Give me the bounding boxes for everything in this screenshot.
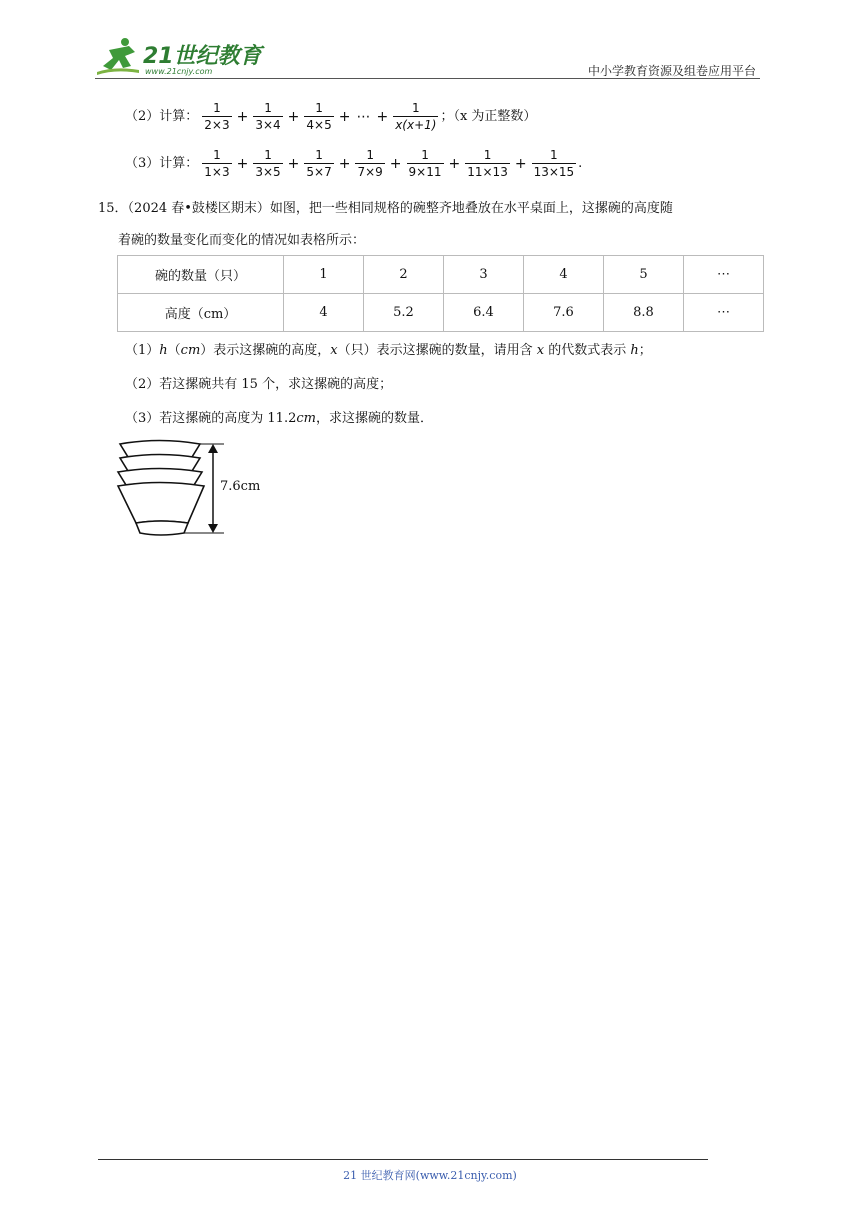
unit-cm: cm [180,343,201,358]
denominator: 3×5 [255,165,281,179]
q14-part2-note: ；（x 为正整数） [440,108,537,124]
denominator: 3×4 [255,118,281,132]
footer-divider [98,1159,708,1160]
q15-stem-line2: 着碗的数量变化而变化的情况如表格所示： [118,233,366,248]
denominator: x(x+1) [395,118,437,132]
plus-sign: + [236,155,249,172]
fraction [393,102,438,131]
q14-part3 [125,149,582,178]
numerator: 1 [264,101,272,115]
data-table [117,255,764,332]
fraction [355,149,384,178]
ellipsis: ⋯ [356,108,371,125]
fraction [304,102,333,131]
logo [95,36,275,78]
plus-sign: + [376,108,389,125]
plus-sign: + [338,155,351,172]
fraction [465,149,510,178]
denominator: 11×13 [467,165,508,179]
table-cell: 高度（cm） [118,294,284,332]
fraction [253,149,282,178]
text-fragment: 的代数式表示 [544,343,631,358]
plus-sign: + [448,155,461,172]
fraction [253,102,282,131]
text-fragment: （3）若这摞碗的高度为 11.2 [125,411,297,426]
text-fragment: （只）表示这摞碗的数量，请用含 [337,343,537,358]
table-cell: 5 [604,256,684,294]
q14-part2-label: （2）计算： [125,108,199,124]
logo-url: www.21cnjy.com [145,67,213,76]
fraction [532,149,577,178]
table-row [118,256,764,294]
table-cell: 3 [444,256,524,294]
q15-stem-line1: （2024 春•鼓楼区期末）如图，把一些相同规格的碗整齐地叠放在水平桌面上，这摞碗的高度随 [127,201,673,216]
table-cell: 5.2 [364,294,444,332]
platform-title: 中小学教育资源及组卷应用平台 [587,64,756,78]
sub1-label: （1） [125,343,160,358]
table-cell: ⋯ [684,294,764,332]
numerator: 1 [483,148,492,162]
denominator: 1×3 [204,165,230,179]
fraction [304,149,333,178]
denominator: 13×15 [533,165,575,179]
text-fragment: ）表示这摞碗的高度， [200,343,331,358]
denominator: 5×7 [306,165,332,179]
table-cell: 8.8 [604,294,684,332]
plus-sign: + [287,108,300,125]
var-x: x [330,343,338,358]
q14-part3-label: （3）计算： [125,155,199,171]
var-h: h [159,343,168,358]
header-divider [95,78,760,79]
plus-sign: + [514,155,527,172]
table-cell: 4 [524,256,604,294]
plus-sign: + [338,108,351,125]
q15-stem [98,199,673,219]
numerator: 1 [213,101,221,115]
table-cell: 7.6 [524,294,604,332]
dimension-label: 7.6cm [220,479,261,494]
logo-brand: 21世纪教育 [143,44,262,69]
fraction [407,149,444,178]
table-row [118,294,764,332]
var-x: x [536,343,545,358]
text-fragment: （ [167,343,181,358]
plus-sign: + [287,155,300,172]
table-cell: 6.4 [444,294,524,332]
numerator: 1 [412,101,420,115]
denominator: 9×11 [408,165,442,179]
table-cell: 4 [284,294,364,332]
q15-sub1 [125,341,652,361]
denominator: 7×9 [357,165,383,179]
numerator: 1 [315,101,323,115]
table-cell: 1 [284,256,364,294]
plus-sign: + [389,155,402,172]
fraction [202,102,231,131]
text-fragment: ； [638,343,652,358]
table-cell: 2 [364,256,444,294]
unit-cm: cm [296,411,316,426]
bowl-stack-figure [112,437,272,539]
table-cell: 碗的数量（只） [118,256,284,294]
numerator: 1 [421,148,429,162]
footer-link[interactable]: 21 世纪教育网(www.21cnjy.com) [343,1169,517,1182]
numerator: 1 [264,148,272,162]
question-number: 15． [98,201,128,216]
q15-sub3 [125,409,433,429]
denominator: 2×3 [204,118,230,132]
table-cell: ⋯ [684,256,764,294]
plus-sign: + [236,108,249,125]
fraction [202,149,231,178]
numerator: 1 [366,148,374,162]
numerator: 1 [550,148,558,162]
var-h: h [630,343,639,358]
numerator: 1 [213,148,221,162]
period: . [578,155,583,171]
text-fragment: ，求这摞碗的数量． [315,411,433,426]
denominator: 4×5 [306,118,332,132]
numerator: 1 [315,148,323,162]
q14-part2 [125,102,536,131]
q15-sub2: （2）若这摞碗共有 15 个，求这摞碗的高度； [125,377,393,392]
